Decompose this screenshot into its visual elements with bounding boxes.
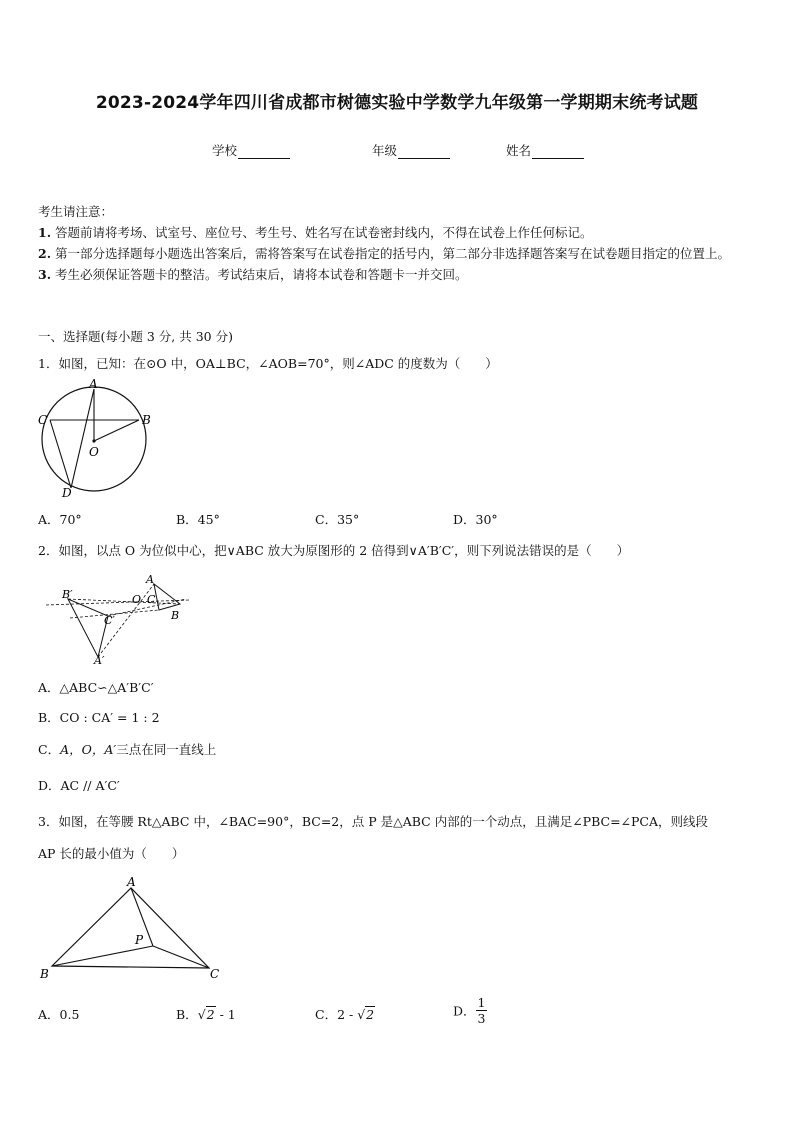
sqrt-symbol: √2 — [197, 1007, 215, 1022]
q3-stem-line1: 3．如图，在等腰 Rt△ABC 中，∠BAC=90°，BC=2，点 P 是△ABC 内部的一个动点，且满足∠PBC=∠PCA，则线段 — [38, 814, 709, 829]
q2-figure — [40, 572, 190, 668]
name-label: 姓名 — [506, 143, 532, 158]
q3-option-b[interactable]: B．√2 - 1 — [176, 1007, 236, 1022]
school-blank — [238, 146, 290, 159]
notice-block — [38, 201, 763, 285]
label-c: C — [38, 413, 48, 427]
name-field[interactable] — [506, 141, 584, 159]
label-b2: B′ — [62, 588, 73, 601]
segment-bp — [52, 946, 153, 966]
notice-item-3: 3. 考生必须保证答题卡的整洁。考试结束后，请将本试卷和答题卡一并交回。 — [38, 267, 468, 282]
q2-stem: 2．如图，以点 O 为位似中心，把∨ABC 放大为原图形的 2 倍得到∨A′B′C′，则下列说法错误的是（ ） — [38, 543, 630, 558]
segment-ob — [94, 420, 139, 441]
grade-field[interactable] — [372, 141, 450, 159]
q1-option-b[interactable]: B．45° — [176, 512, 220, 527]
page-title: 2023-2024学年四川省成都市树德实验中学数学九年级第一学期期末统考试题 — [95, 93, 699, 113]
label-b: B — [171, 609, 180, 622]
label-a2: A′ — [94, 654, 105, 667]
label-a: A — [146, 573, 154, 586]
label-p: P — [135, 933, 144, 947]
q2-option-d[interactable]: D．AC // A′C′ — [38, 778, 120, 793]
sqrt-symbol: √2 — [357, 1007, 375, 1022]
q1-option-d[interactable]: D．30° — [453, 512, 498, 527]
grade-blank — [398, 146, 450, 159]
school-label: 学校 — [212, 143, 238, 158]
q1-option-c[interactable]: C．35° — [315, 512, 360, 527]
point-o — [92, 439, 95, 442]
triangle-abc — [154, 584, 180, 610]
q3-option-a[interactable]: A．0.5 — [38, 1007, 80, 1022]
notice-item-1: 1. 答题前请将考场、试室号、座位号、考生号、姓名写在试卷密封线内，不得在试卷上作任何标记。 — [38, 225, 593, 240]
name-blank — [532, 146, 584, 159]
label-b: B — [40, 967, 49, 981]
q3-option-d[interactable]: D． $\frac{1}{3}$ — [453, 995, 486, 1026]
q2-option-a[interactable]: A．△ABC∽△A′B′C′ — [38, 680, 154, 695]
segment-ad — [71, 389, 94, 488]
segment-cp — [153, 946, 209, 968]
section-heading: 一、选择题(每小题 3 分, 共 30 分) — [38, 329, 233, 344]
q3-stem-line2: AP 长的最小值为（ ） — [38, 846, 185, 861]
label-c: C — [147, 593, 156, 606]
school-field[interactable] — [212, 141, 290, 159]
segment-cd — [50, 420, 71, 488]
label-o: O — [132, 593, 142, 606]
label-a: A — [127, 875, 136, 889]
notice-heading: 考生请注意： — [38, 204, 114, 219]
fraction: $\frac{1}{3}$ — [477, 995, 486, 1026]
triangle-a2b2c2 — [68, 599, 108, 657]
triangle-abc — [52, 888, 209, 968]
q1-stem: 1．如图，已知：在⊙O 中，OA⊥BC，∠AOB=70°，则∠ADC 的度数为（ ） — [38, 356, 498, 371]
q1-option-a[interactable]: A．70° — [38, 512, 82, 527]
label-c2: C′ — [104, 614, 115, 627]
label-o: O — [89, 445, 99, 459]
dashed-line-2 — [68, 599, 180, 604]
label-d: D — [62, 486, 72, 500]
q2-option-b[interactable]: B．CO : CA′ = 1 : 2 — [38, 710, 160, 725]
label-a: A — [89, 377, 98, 391]
grade-label: 年级 — [372, 143, 398, 158]
label-b: B — [142, 413, 151, 427]
notice-item-2: 2. 第一部分选择题每小题选出答案后，需将答案写在试卷指定的括号内，第二部分非选择题答案写在试卷题目指定的位置上。 — [38, 246, 731, 261]
q2-option-c[interactable]: C．A，O，A′三点在同一直线上 — [38, 742, 217, 757]
q3-option-c[interactable]: C．2 - √2 — [315, 1007, 375, 1022]
q1-figure — [34, 376, 159, 500]
q3-figure — [34, 874, 226, 986]
label-c: C — [210, 967, 220, 981]
